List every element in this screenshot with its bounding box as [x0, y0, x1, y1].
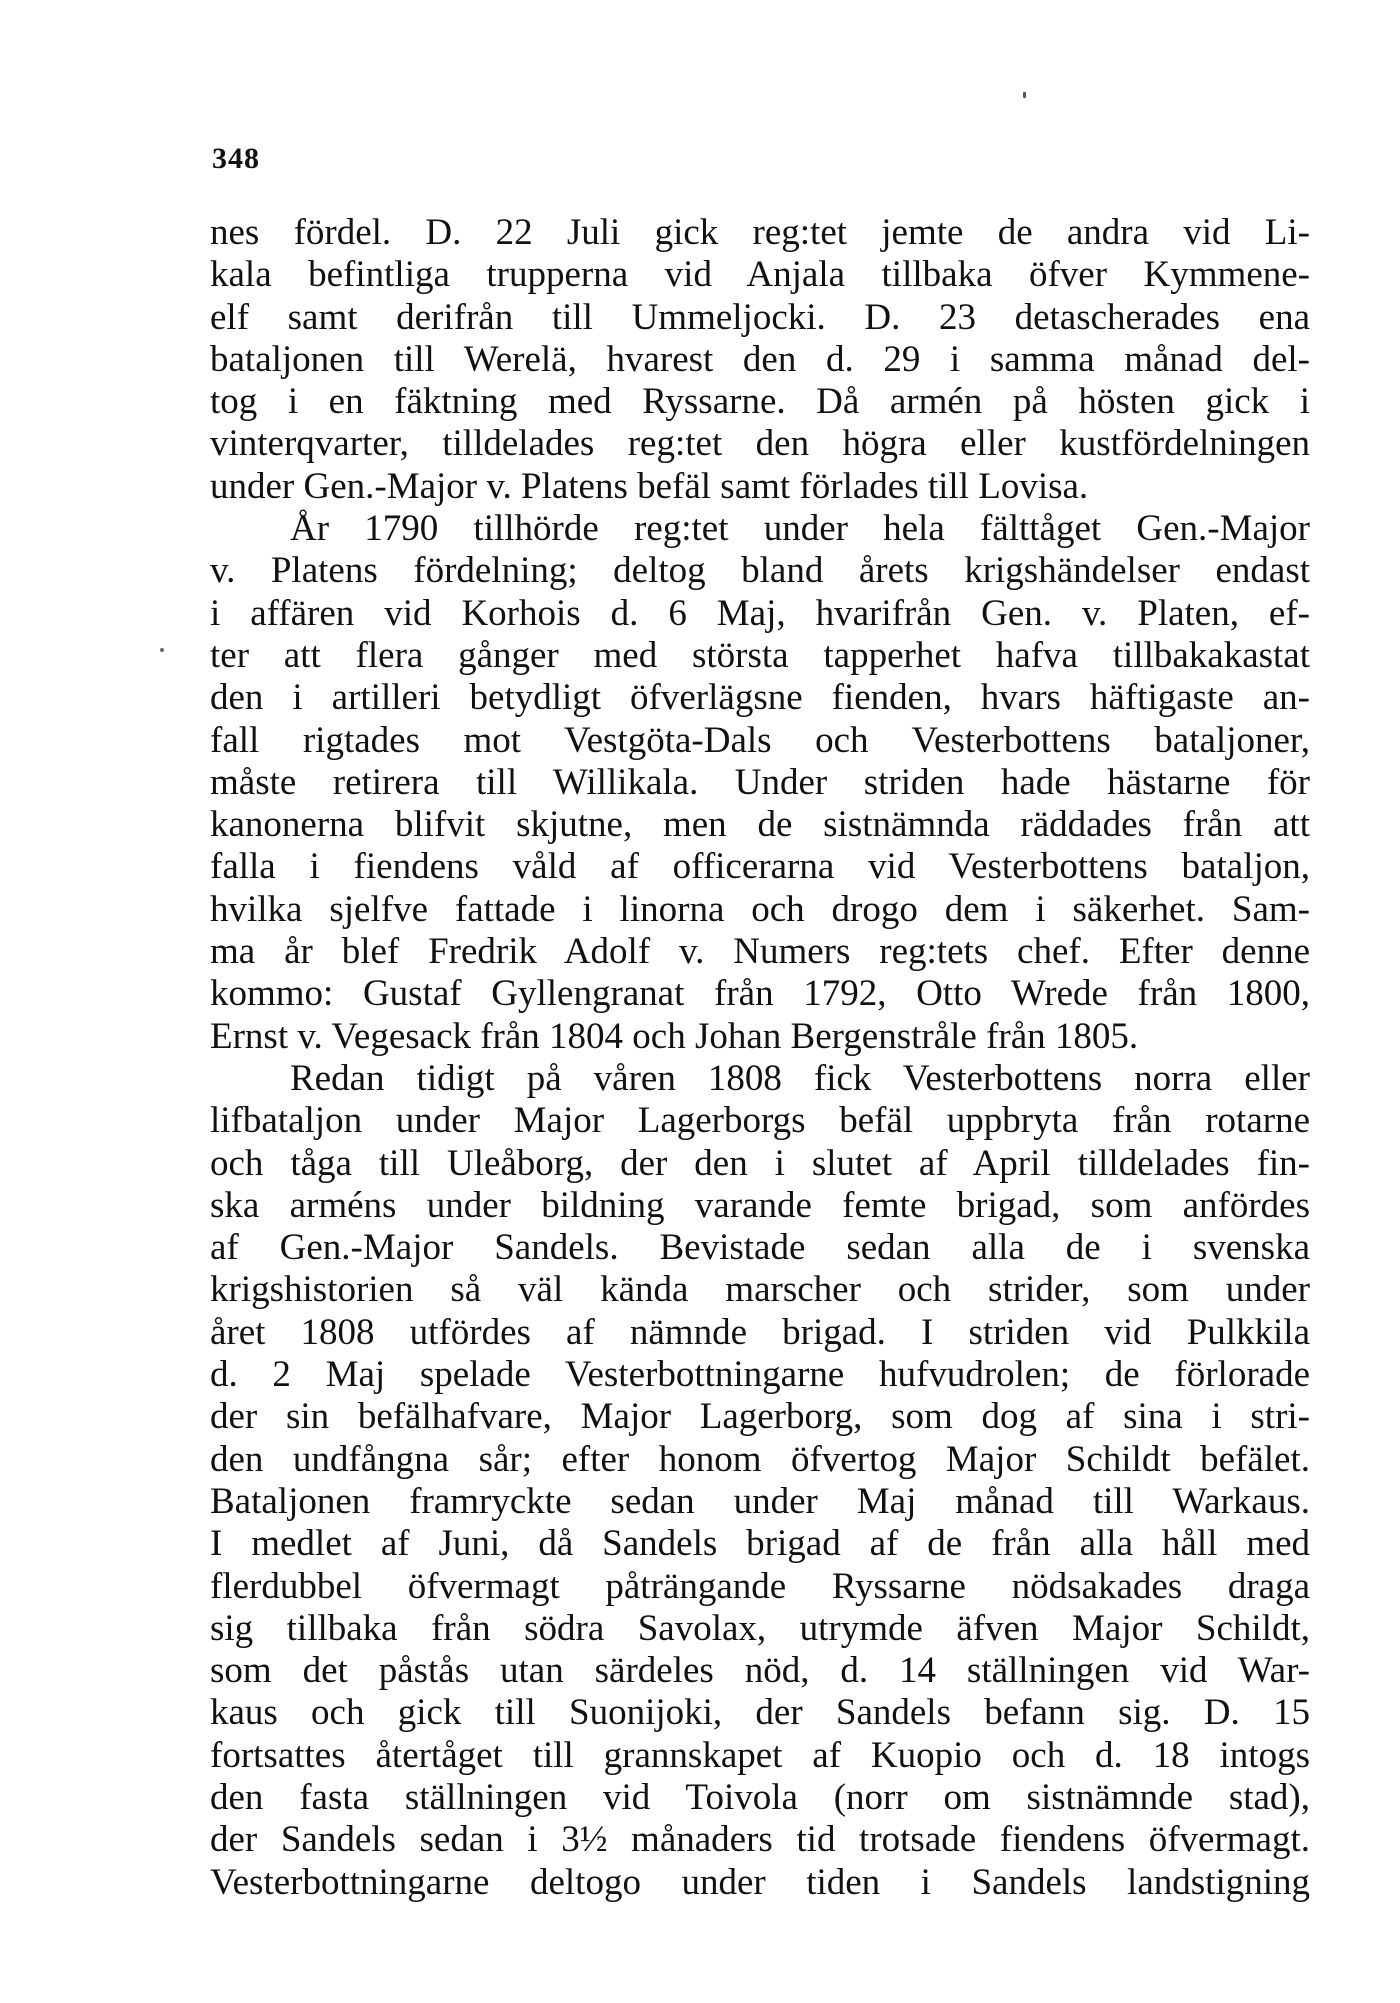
text-line: i affären vid Korhois d. 6 Maj, hvarifrån Gen. v. Platen, ef-: [210, 592, 1310, 634]
text-line: elf samt derifrån till Ummeljocki. D. 23 detascherades ena: [210, 296, 1310, 338]
text-line: af Gen.-Major Sandels. Bevistade sedan alla de i svenska: [210, 1227, 1310, 1269]
page-number: 348: [212, 142, 260, 175]
body-text: [210, 212, 1310, 1904]
text-line: den fasta ställningen vid Toivola (norr om sistnämnde stad),: [210, 1776, 1310, 1818]
text-line: måste retirera till Willikala. Under striden hade hästarne för: [210, 761, 1310, 803]
text-line: och tåga till Uleåborg, der den i slutet af April tilldelades fin-: [210, 1142, 1310, 1184]
text-line: den undfångna sår; efter honom öfvertog Major Schildt befälet.: [210, 1438, 1310, 1480]
text-line: året 1808 utfördes af nämnde brigad. I striden vid Pulkkila: [210, 1311, 1310, 1353]
stray-ink-mark: [1023, 92, 1026, 98]
text-line: v. Platens fördelning; deltog bland årets krigshändelser endast: [210, 550, 1310, 592]
text-line: ter att flera gånger med största tapperhet hafva tillbakakastat: [210, 634, 1310, 676]
text-line: kaus och gick till Suonijoki, der Sandels befann sig. D. 15: [210, 1692, 1310, 1734]
text-line: ma år blef Fredrik Adolf v. Numers reg:tets chef. Efter denne: [210, 931, 1310, 973]
text-line: bataljonen till Werelä, hvarest den d. 29 i samma månad del-: [210, 338, 1310, 380]
text-line: d. 2 Maj spelade Vesterbottningarne hufvudrolen; de förlorade: [210, 1354, 1310, 1396]
text-line: kala befintliga trupperna vid Anjala tillbaka öfver Kymmene-: [210, 254, 1310, 296]
text-line: krigshistorien så väl kända marscher och strider, som under: [210, 1269, 1310, 1311]
text-line: under Gen.-Major v. Platens befäl samt förlades till Lovisa.: [210, 465, 1089, 507]
text-line: kanonerna blifvit skjutne, men de sistnämnda räddades från att: [210, 804, 1310, 846]
text-line: ska arméns under bildning varande femte brigad, som anfördes: [210, 1184, 1310, 1226]
text-line: I medlet af Juni, då Sandels brigad af de från alla håll med: [210, 1523, 1310, 1565]
text-line: den i artilleri betydligt öfverlägsne fienden, hvars häftigaste an-: [210, 677, 1310, 719]
text-line: som det påstås utan särdeles nöd, d. 14 ställningen vid War-: [210, 1650, 1310, 1692]
text-line: Redan tidigt på våren 1808 fick Vesterbottens norra eller: [290, 1057, 1310, 1099]
text-line: fall rigtades mot Vestgöta-Dals och Vesterbottens bataljoner,: [210, 719, 1310, 761]
text-line: fortsattes återtåget till grannskapet af Kuopio och d. 18 intogs: [210, 1734, 1310, 1776]
text-line: hvilka sjelfve fattade i linorna och drogo dem i säkerhet. Sam-: [210, 888, 1310, 930]
text-line: nes fördel. D. 22 Juli gick reg:tet jemte de andra vid Li-: [210, 212, 1310, 253]
text-line: der Sandels sedan i 3½ månaders tid trotsade fiendens öfvermagt.: [210, 1819, 1310, 1861]
text-line: Vesterbottningarne deltogo under tiden i Sandels landstigning: [210, 1861, 1310, 1903]
text-line: tog i en fäktning med Ryssarne. Då armén på hösten gick i: [210, 381, 1310, 423]
text-line: Bataljonen framryckte sedan under Maj månad till Warkaus.: [210, 1480, 1310, 1522]
text-line: År 1790 tillhörde reg:tet under hela fälttåget Gen.-Major: [290, 508, 1310, 550]
text-line: lifbataljon under Major Lagerborgs befäl uppbryta från rotarne: [210, 1100, 1310, 1142]
margin-ink-mark: [160, 648, 164, 652]
text-line: vinterqvarter, tilldelades reg:tet den högra eller kustfördelningen: [210, 423, 1310, 465]
text-line: sig tillbaka från södra Savolax, utrymde äfven Major Schildt,: [210, 1607, 1310, 1649]
text-line: der sin befälhafvare, Major Lagerborg, som dog af sina i stri-: [210, 1396, 1310, 1438]
text-line: Ernst v. Vegesack från 1804 och Johan Bergenstråle från 1805.: [210, 1015, 1139, 1057]
text-line: falla i fiendens våld af officerarna vid Vesterbottens bataljon,: [210, 846, 1310, 888]
text-line: kommo: Gustaf Gyllengranat från 1792, Otto Wrede från 1800,: [210, 973, 1310, 1015]
text-line: flerdubbel öfvermagt påträngande Ryssarne nödsakades draga: [210, 1565, 1310, 1607]
